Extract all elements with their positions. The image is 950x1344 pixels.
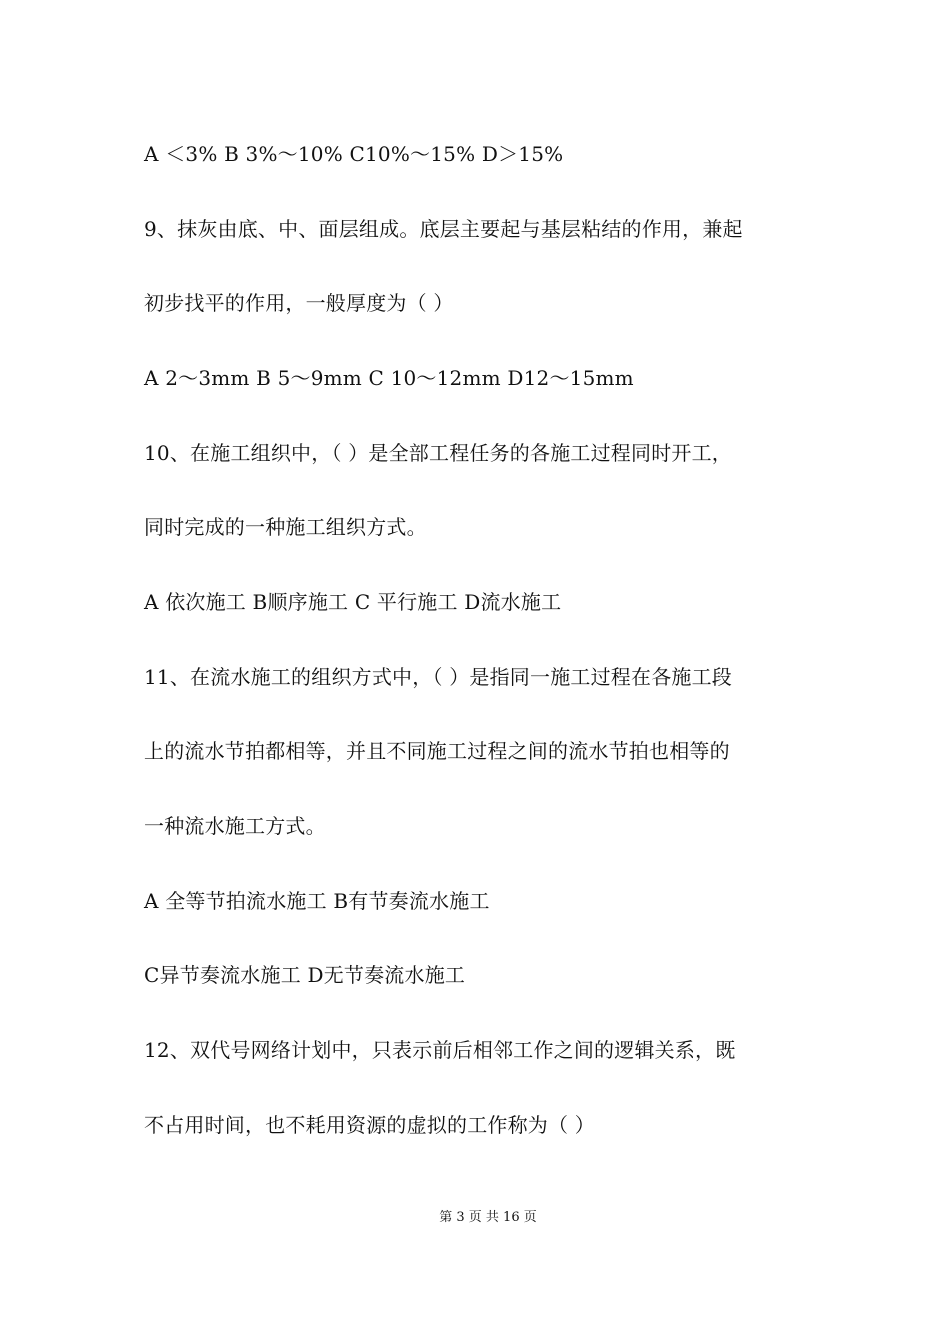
question-9-line-2: 初步找平的作用，一般厚度为（ ）: [144, 291, 454, 315]
question-9-line-1: 9、抹灰由底、中、面层组成。底层主要起与基层粘结的作用，兼起: [144, 217, 743, 241]
page-number-footer: 第 3 页 共 16 页: [439, 1210, 537, 1225]
question-10-line-2: 同时完成的一种施工组织方式。: [144, 515, 427, 539]
option-line-q10: A 依次施工 B顺序施工 C 平行施工 D流水施工: [144, 590, 562, 614]
question-11-line-2: 上的流水节拍都相等，并且不同施工过程之间的流水节拍也相等的: [144, 739, 730, 763]
option-line-q11-a: A 全等节拍流水施工 B有节奏流水施工: [144, 889, 490, 913]
question-12-line-2: 不占用时间，也不耗用资源的虚拟的工作称为（ ）: [144, 1113, 595, 1137]
option-line-q11-b: C异节奏流水施工 D无节奏流水施工: [144, 963, 466, 987]
question-12-line-1: 12、双代号网络计划中，只表示前后相邻工作之间的逻辑关系，既: [144, 1038, 736, 1062]
question-11-line-1: 11、在流水施工的组织方式中，（ ）是指同一施工过程在各施工段: [144, 665, 733, 689]
option-line-q9: A 2～3mm B 5～9mm C 10～12mm D12～15mm: [144, 366, 634, 390]
question-10-line-1: 10、在施工组织中，（ ）是全部工程任务的各施工过程同时开工，: [144, 441, 733, 465]
option-line-q8: A ＜3% B 3%～10% C10%～15% D＞15%: [144, 142, 564, 166]
question-11-line-3: 一种流水施工方式。: [144, 814, 326, 838]
